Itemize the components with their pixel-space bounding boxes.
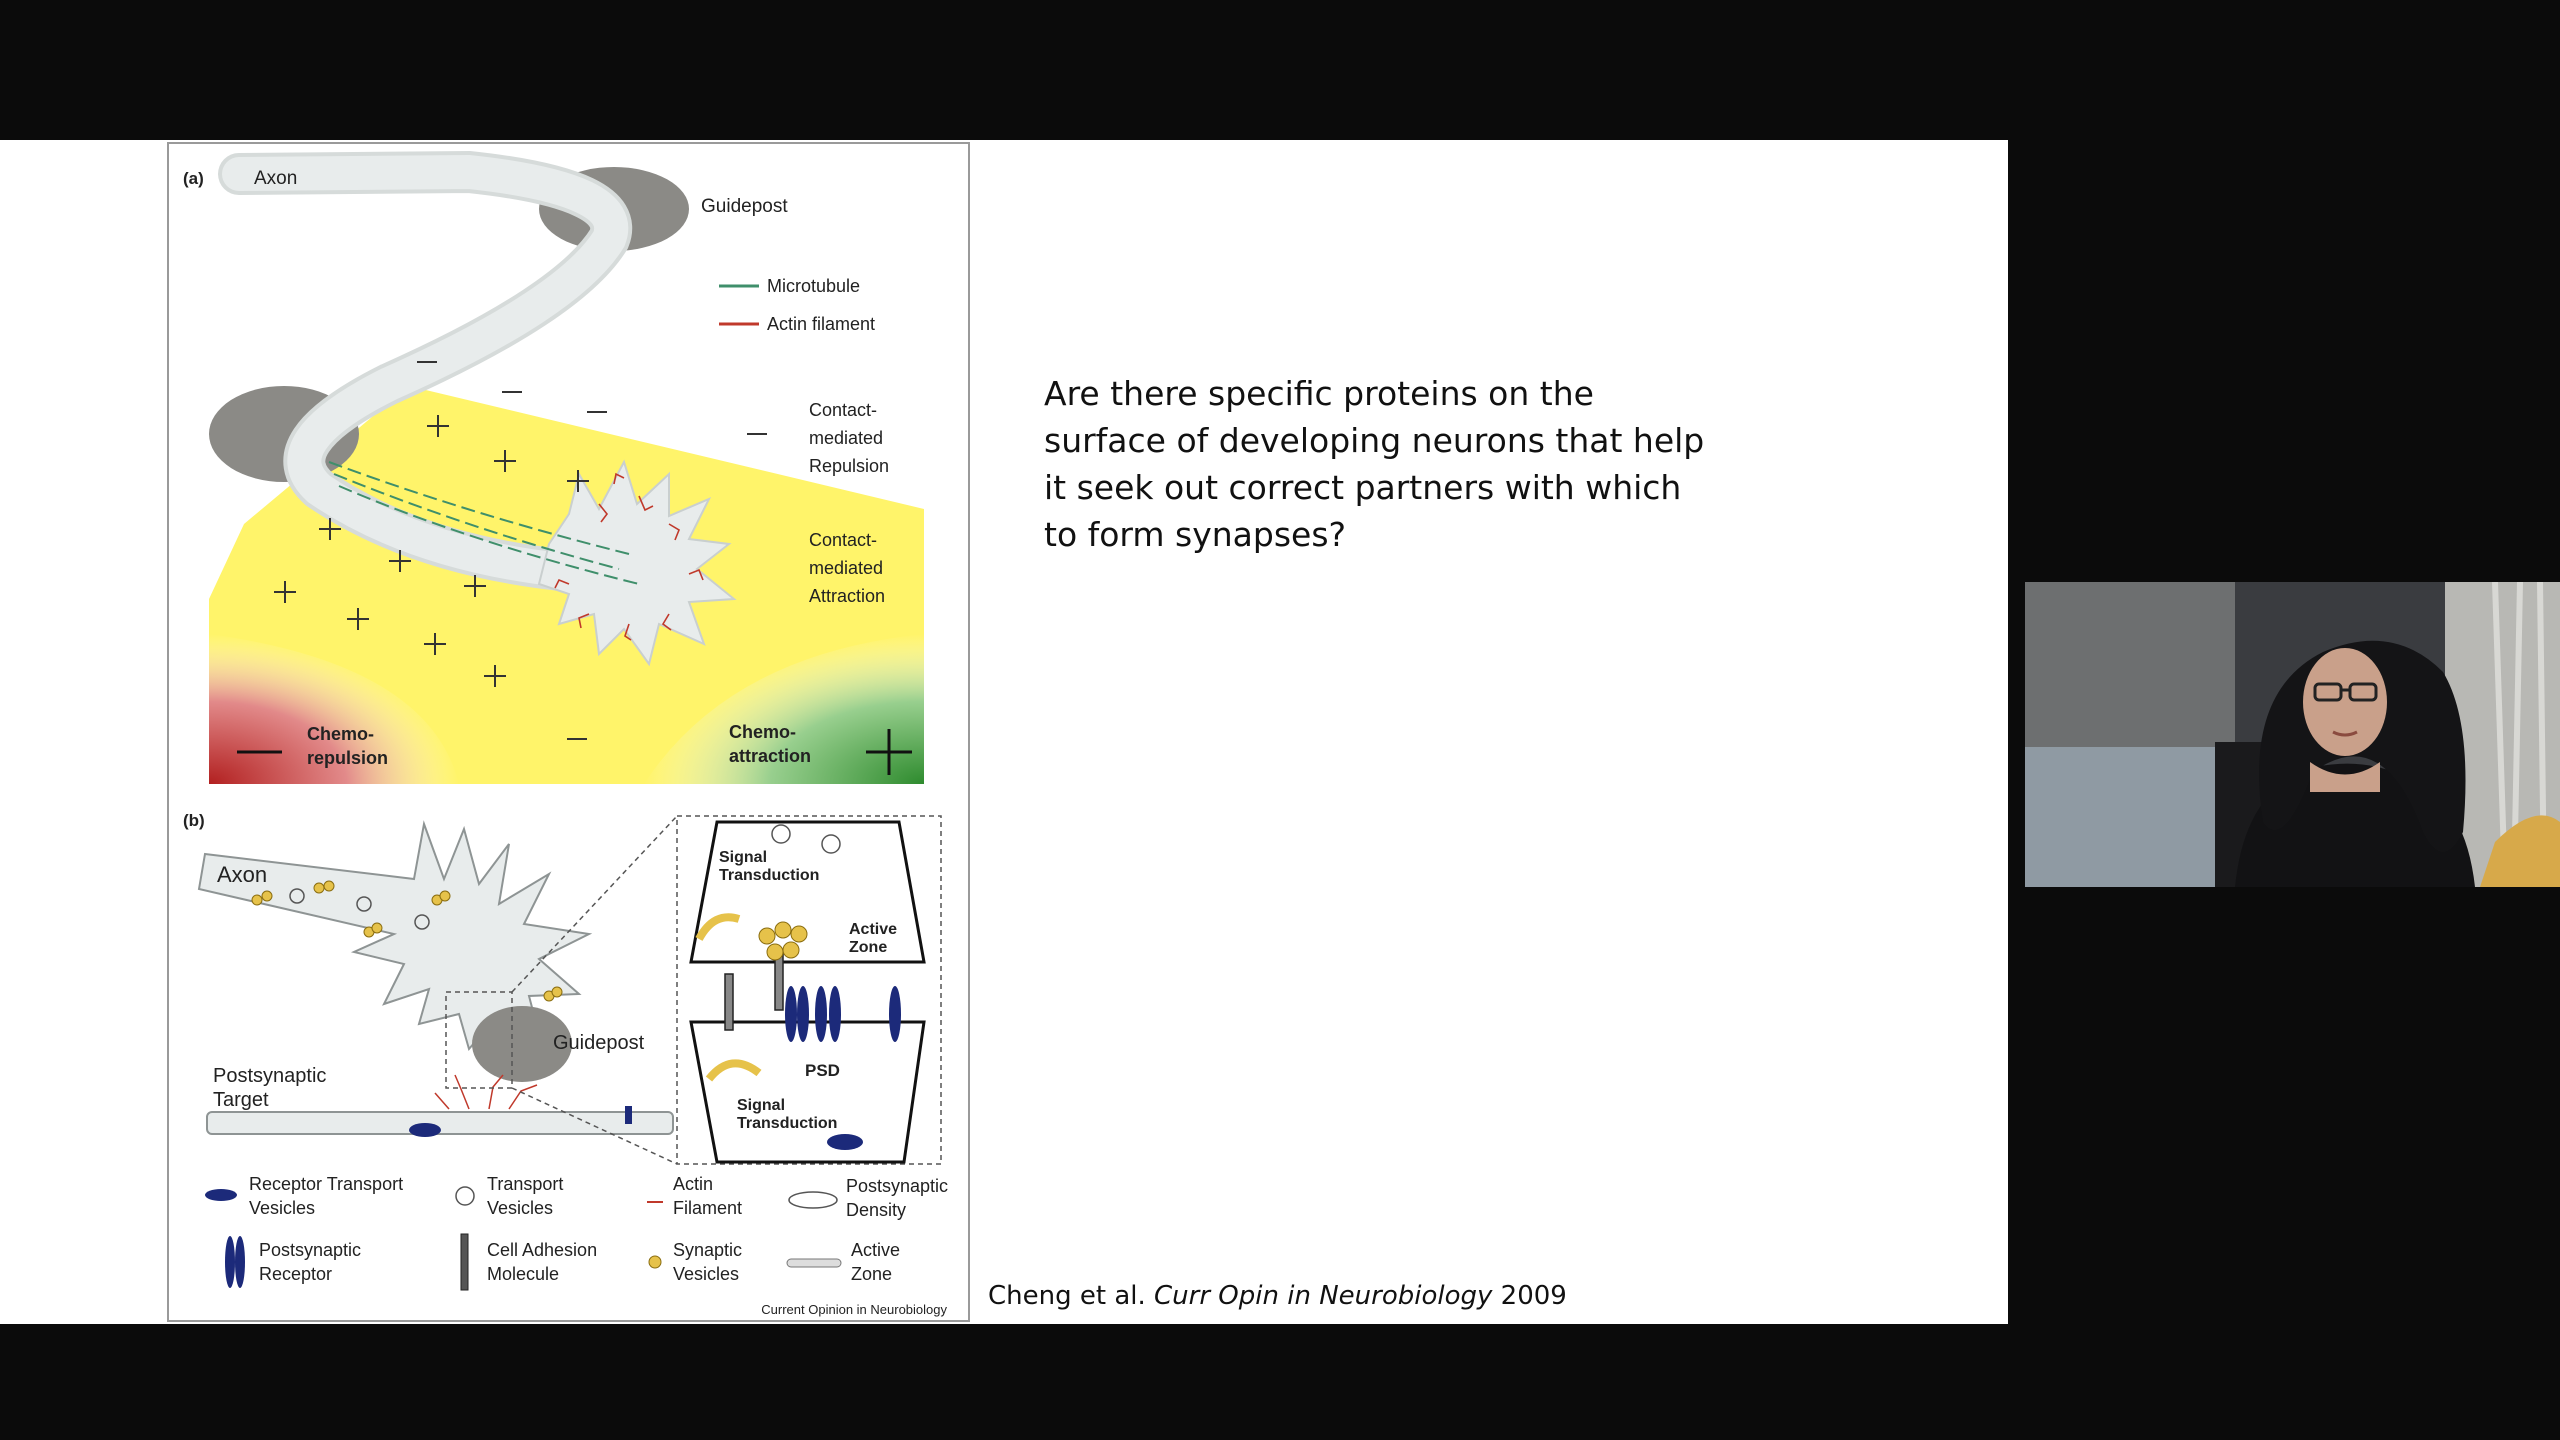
legend-adhesion-label: Cell Adhesion Molecule (487, 1240, 598, 1284)
legend-actin-filament-label: Actin Filament (673, 1174, 743, 1218)
legend-microtubule-label: Microtubule (767, 276, 861, 296)
postsynaptic-target-label: Postsynaptic Target (213, 1065, 327, 1111)
presentation-slide (0, 140, 2008, 1324)
postsynaptic-terminal (691, 1022, 924, 1162)
signal-transduction-bottom: Signal Transduction (737, 1097, 838, 1132)
legend-active-zone-label: Active Zone (851, 1240, 901, 1284)
panel-b-guidepost-label: Guidepost (553, 1032, 645, 1054)
inset-receptor-vesicle (827, 1134, 863, 1150)
panel-a-axon-label: Axon (254, 168, 298, 189)
legend-transport-icon (456, 1187, 474, 1205)
slide-question: Are there specific proteins on the surface of developing neurons that help it seek out correct partners with which to form synapses? (1044, 374, 1705, 554)
legend-density-icon (789, 1192, 837, 1208)
panel-b-axon-label: Axon (217, 862, 268, 887)
panel-b-receptor-vesicle (409, 1123, 441, 1137)
legend-receptor-label: Postsynaptic Receptor (259, 1240, 362, 1284)
presenter-webcam-video (2025, 582, 2560, 887)
presynaptic-terminal (691, 822, 924, 962)
legend-synaptic-label: Synaptic Vesicles (673, 1240, 743, 1284)
legend-actin-label: Actin filament (767, 314, 876, 334)
citation-authors: Cheng et al. (988, 1281, 1146, 1311)
figure-panel (167, 142, 970, 1322)
axon-guidance-figure (169, 144, 969, 1322)
signal-transduction-top: Signal Transduction (719, 849, 820, 884)
attraction-label: Contact- mediated Attraction (809, 530, 886, 606)
figure-credit: Current Opinion in Neurobiology (761, 1302, 947, 1317)
legend-density-label: Postsynaptic Density (846, 1176, 949, 1220)
legend-transport-label: Transport Vesicles (487, 1174, 564, 1218)
legend-synaptic-icon (649, 1256, 661, 1268)
panel-b-receptor (625, 1106, 632, 1124)
citation-year: 2009 (1500, 1281, 1567, 1311)
chemoattraction-label: Chemo- attraction (729, 722, 812, 766)
panel-a-guidepost-label: Guidepost (701, 196, 788, 217)
legend-adhesion-icon (461, 1234, 468, 1290)
psd-label: PSD (805, 1061, 840, 1080)
active-zone-inset-label: Active Zone (849, 921, 898, 956)
repulsion-label: Contact- mediated Repulsion (809, 400, 890, 476)
webcam-feed (2025, 582, 2560, 887)
legend-receptor-icon (225, 1236, 245, 1288)
panel-a-label: (a) (183, 169, 204, 188)
slide-citation (988, 1281, 1567, 1311)
window-background (2025, 582, 2235, 747)
panel-b-label: (b) (183, 811, 205, 830)
legend-active-zone-icon (787, 1259, 841, 1267)
legend-receptor-transport-label: Receptor Transport Vesicles (249, 1174, 404, 1218)
legend-receptor-transport-icon (205, 1189, 237, 1201)
citation-journal: Curr Opin in Neurobiology (1154, 1281, 1493, 1311)
chemorepulsion-label: Chemo- repulsion (307, 724, 389, 768)
presenter-face (2303, 648, 2387, 756)
